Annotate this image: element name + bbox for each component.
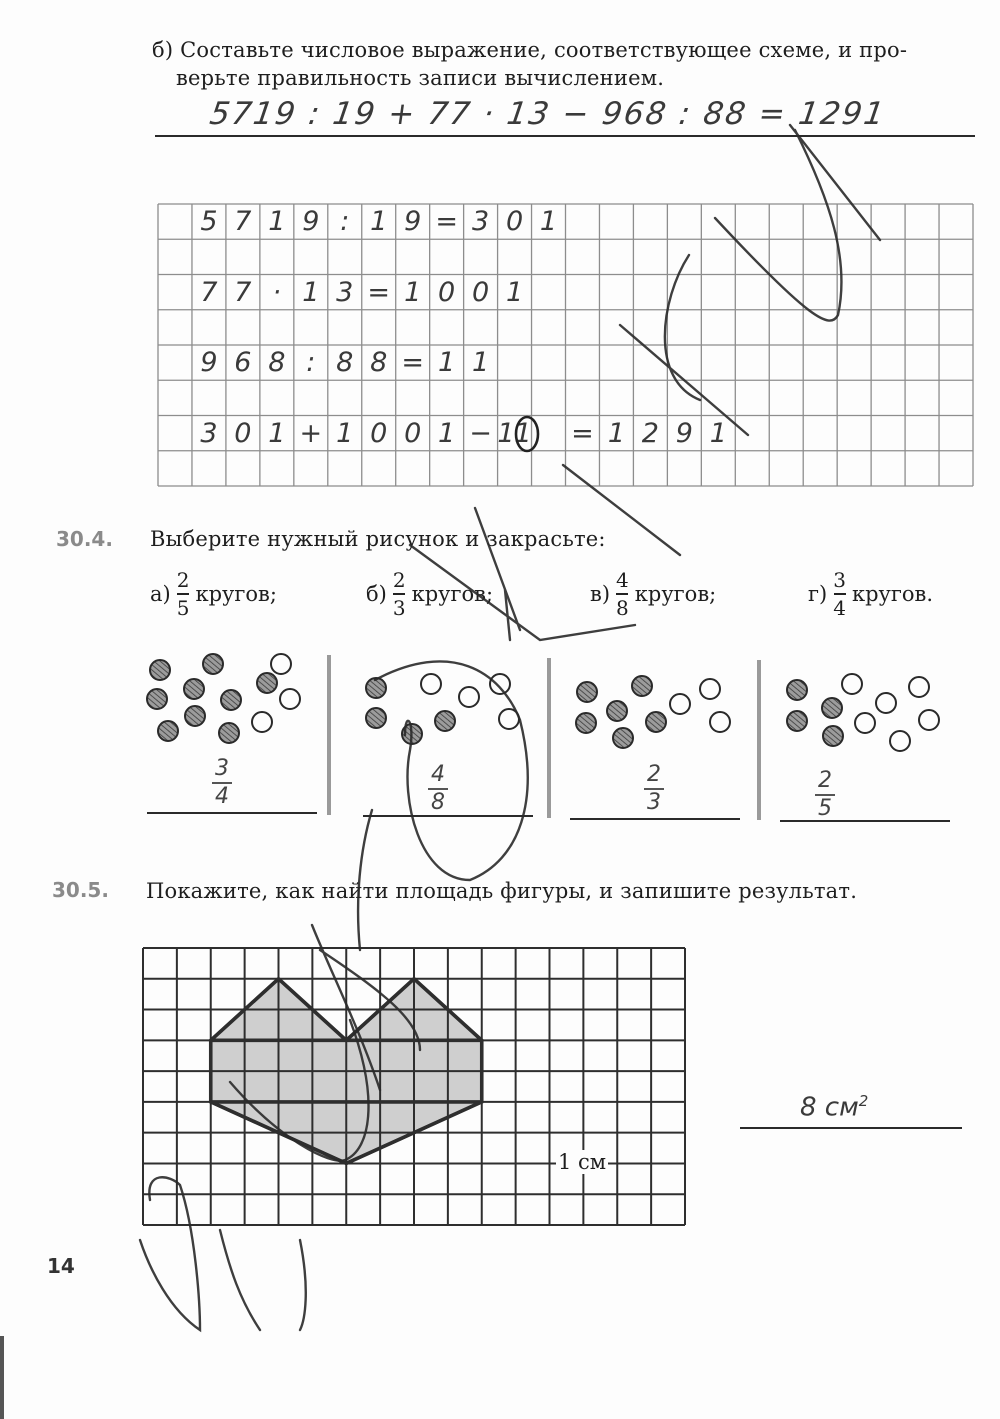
- answer-expression: 5719 : 19 + 77 · 13 − 968 : 88 = 1291: [207, 96, 889, 132]
- fraction: $\frac{2}{5}$: [176, 568, 190, 620]
- calc-digit: ·: [272, 276, 282, 308]
- shaded-circle: [577, 682, 597, 702]
- shaded-circle: [366, 708, 386, 728]
- empty-circle: [855, 713, 875, 733]
- calc-digit: −: [469, 417, 492, 449]
- calc-digit: 7: [200, 276, 218, 308]
- calc-digit: :: [340, 206, 350, 238]
- calc-digit: 9: [404, 206, 422, 238]
- calc-digit: =: [571, 417, 594, 449]
- empty-circle: [252, 712, 272, 732]
- empty-circle: [670, 694, 690, 714]
- calc-digit: 1: [302, 276, 320, 308]
- shaded-circle: [632, 676, 652, 696]
- calc-digit: 1: [539, 206, 558, 238]
- calc-digit: 0: [370, 417, 388, 449]
- calc-digit: 8: [336, 347, 354, 379]
- shaded-circle: [203, 654, 223, 674]
- area-answer-line: [740, 1127, 962, 1129]
- shaded-circle: [607, 701, 627, 721]
- calc-digit: 7: [234, 206, 252, 238]
- task-b-label: б): [152, 38, 174, 62]
- fraction: $\frac{4}{8}$: [616, 568, 629, 620]
- task-30-5-instruction: Покажите, как найти площадь фигуры, и запишите результат.: [146, 879, 858, 903]
- panel-4-answer-line: [780, 820, 950, 822]
- empty-circle: [421, 674, 441, 694]
- calc-digit: 7: [234, 276, 252, 308]
- fraction: $\frac{3}{4}$: [833, 568, 846, 620]
- option-label: а): [150, 581, 171, 606]
- empty-circle: [876, 693, 896, 713]
- shaded-circle: [823, 726, 843, 746]
- fraction: $\frac{2}{3}$: [392, 568, 406, 620]
- empty-circle: [890, 731, 910, 751]
- calc-digit: 2: [641, 417, 659, 449]
- calc-digit: 3: [472, 206, 490, 238]
- task-b-line2: верьте правильность записи вычислением.: [176, 66, 665, 90]
- calc-digit: 1: [607, 417, 626, 449]
- empty-circle: [842, 674, 862, 694]
- calc-digit: 0: [472, 276, 490, 308]
- calc-digit: 1: [370, 206, 388, 238]
- empty-circle: [271, 654, 291, 674]
- page-number: 14: [47, 1254, 75, 1278]
- calc-digit: =: [435, 206, 458, 238]
- calc-digit: =: [367, 276, 391, 308]
- shaded-circle: [787, 711, 807, 731]
- option-word: кругов;: [634, 581, 717, 606]
- calc-digit: 1: [505, 276, 524, 308]
- panel-1-answer-line: [147, 812, 317, 814]
- shaded-circle: [185, 706, 205, 726]
- page-edge-mark: [0, 1336, 4, 1419]
- area-grid: [143, 948, 688, 1228]
- empty-circle: [499, 709, 519, 729]
- empty-circle: [459, 687, 479, 707]
- empty-circle: [710, 712, 730, 732]
- calc-digit: 3: [200, 417, 218, 449]
- calc-digit: 0: [438, 276, 456, 308]
- panel-4-answer: 2 5: [815, 770, 835, 820]
- task-30-4-instruction: Выберите нужный рисунок и закрасьте:: [150, 527, 606, 551]
- calc-digit: 1: [472, 347, 490, 379]
- shaded-circle: [613, 728, 633, 748]
- shaded-circle: [221, 690, 241, 710]
- task-30-5-number: 30.5.: [52, 878, 109, 902]
- calc-digit: 1: [438, 347, 456, 379]
- calc-digit: 9: [675, 417, 693, 449]
- calc-digit: 5: [200, 206, 218, 238]
- shaded-circle: [576, 713, 596, 733]
- shaded-circle: [257, 673, 277, 693]
- calc-digit: 1: [268, 206, 286, 238]
- calc-digit: 11: [497, 417, 532, 449]
- empty-circle: [280, 689, 300, 709]
- calc-digit: 8: [370, 347, 388, 379]
- calc-digit: 3: [336, 276, 354, 308]
- calc-digit: 0: [234, 417, 252, 449]
- option-label: в): [590, 581, 611, 606]
- empty-circle: [919, 710, 939, 730]
- area-answer: 8 $см^2$: [800, 1092, 869, 1123]
- panel-3-answer-line: [570, 818, 740, 820]
- option-word: кругов;: [411, 581, 494, 606]
- empty-circle: [490, 674, 510, 694]
- calc-digit: 1: [709, 417, 727, 449]
- calc-digit: 0: [505, 206, 524, 238]
- shaded-circle: [402, 724, 422, 744]
- shaded-circle: [787, 680, 807, 700]
- calc-digit: 1: [336, 417, 354, 449]
- panel-1-answer: 3 4: [212, 758, 232, 808]
- shaded-circle: [822, 698, 842, 718]
- calc-digit: 1: [438, 417, 456, 449]
- shaded-circle: [147, 689, 167, 709]
- shaded-circle: [646, 712, 666, 732]
- shaded-circle: [435, 711, 455, 731]
- empty-circle: [909, 677, 929, 697]
- calc-digit: +: [299, 417, 323, 449]
- panel-3-answer: 2 3: [644, 764, 664, 814]
- panel-2-answer: 4 8: [428, 764, 448, 814]
- calc-digit: 6: [234, 347, 252, 379]
- option-word: кругов.: [851, 581, 934, 606]
- scale-label: 1 см: [558, 1150, 607, 1174]
- shaded-circle: [219, 723, 239, 743]
- option-label: б): [366, 581, 387, 606]
- calc-digit: 8: [268, 347, 286, 379]
- shaded-circle: [184, 679, 204, 699]
- shaded-circle: [366, 678, 386, 698]
- calc-digit: 9: [200, 347, 218, 379]
- option-word: кругов;: [195, 581, 277, 606]
- calc-digit: :: [306, 347, 316, 379]
- shaded-circle: [150, 660, 170, 680]
- task-30-4-number: 30.4.: [56, 527, 113, 551]
- calc-digit: 9: [302, 206, 320, 238]
- calc-digit: 1: [404, 276, 422, 308]
- calc-digit: =: [401, 347, 424, 379]
- option-label: г): [808, 581, 828, 606]
- calc-digit: 0: [404, 417, 422, 449]
- task-b-line1: Составьте числовое выражение, соответствующее схеме, и про-: [180, 38, 908, 62]
- calc-digit: 1: [268, 417, 286, 449]
- shaded-circle: [158, 721, 178, 741]
- empty-circle: [700, 679, 720, 699]
- panel-2-answer-line: [363, 815, 533, 817]
